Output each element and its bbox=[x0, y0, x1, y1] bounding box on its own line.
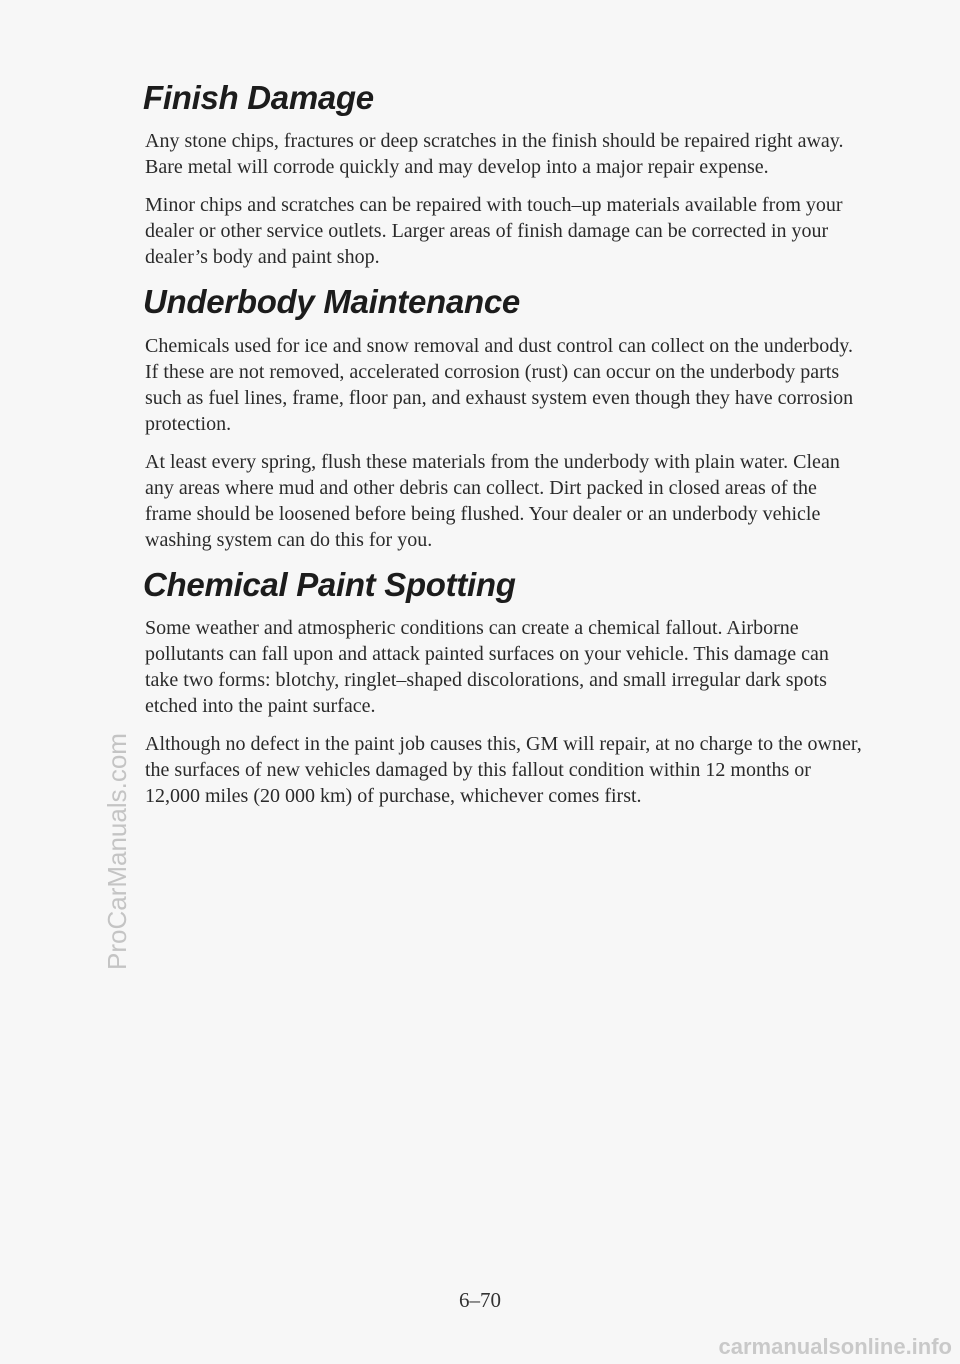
section-title: Underbody Maintenance bbox=[143, 283, 520, 321]
side-watermark: ProCarManuals.com bbox=[102, 733, 132, 970]
section-finish-damage bbox=[143, 80, 863, 270]
footer-watermark: carmanualsonline.info bbox=[718, 1334, 952, 1359]
paragraph: Chemicals used for ice and snow removal and dust control can collect on the underbody. If these are not removed, accelerated corrosion (rust) can occur on the underbody parts such as fuel lines, frame, floor pan, and exhaust system even though they have corrosion protection. bbox=[145, 334, 854, 435]
paragraph: Any stone chips, fractures or deep scratches in the finish should be repaired right away. Bare metal will corrode quickly and may develop into a major repair expense. bbox=[145, 130, 844, 179]
section-chemical-paint-spotting bbox=[143, 567, 863, 809]
paragraph: At least every spring, flush these materials from the underbody with plain water. Clean any areas where mud and other debris can collect. Dirt packed in closed areas of the frame should be loosened before being flushed. Your dealer or an underbody vehicle washing system can do this for you. bbox=[145, 450, 840, 551]
page-content bbox=[143, 80, 863, 823]
section-title: Finish Damage bbox=[143, 79, 374, 116]
section-title: Chemical Paint Spotting bbox=[143, 565, 516, 603]
paragraph: Although no defect in the paint job causes this, GM will repair, at no charge to the owner, the surfaces of new vehicles damaged by this fallout condition within 12 months or 12,000 miles (20 000 km) of purchase, whichever comes first. bbox=[145, 732, 862, 807]
paragraph: Minor chips and scratches can be repaired with touch–up materials available from your dealer or other service outlets. Larger areas of finish damage can be corrected in your dealer’s body and paint shop. bbox=[145, 194, 843, 269]
section-underbody-maintenance bbox=[143, 284, 863, 552]
paragraph: Some weather and atmospheric conditions can create a chemical fallout. Airborne pollutants can fall upon and attack painted surfaces on your vehicle. This damage can take two forms: blotchy, ringlet–shaped discolorations, and small irregular dark spots etched into the paint surface. bbox=[145, 616, 829, 717]
page-number: 6–70 bbox=[459, 1288, 501, 1312]
